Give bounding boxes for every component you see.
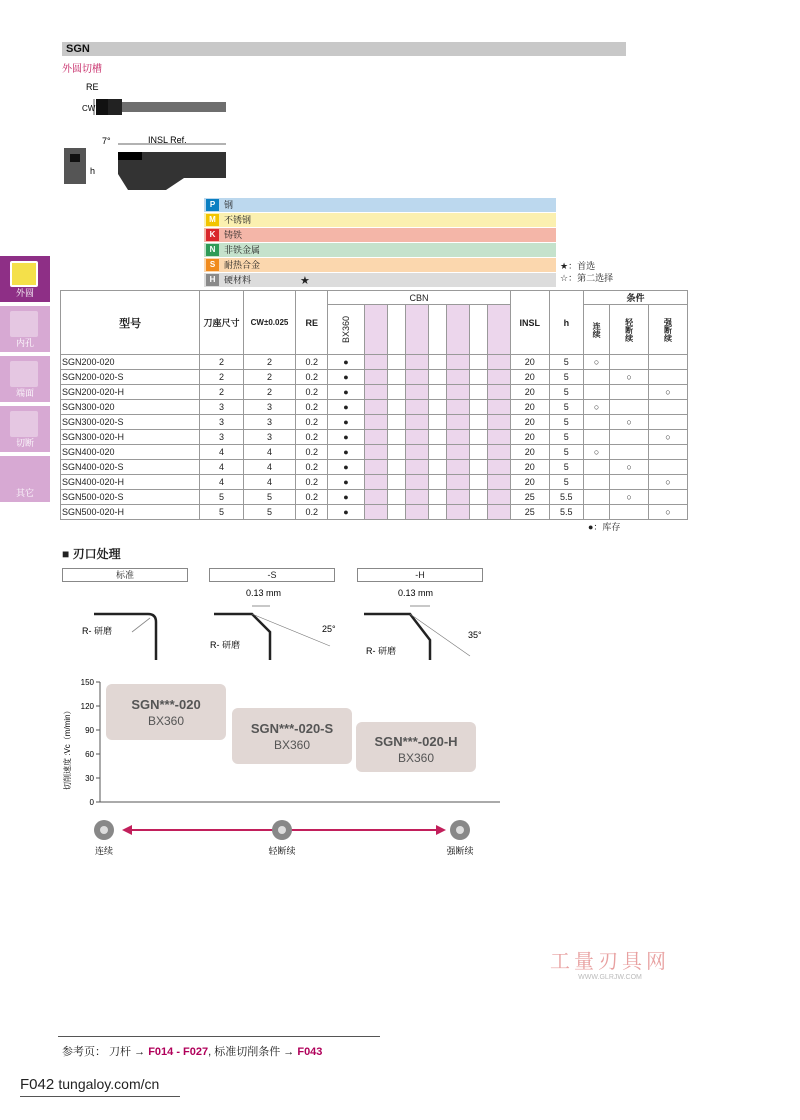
legend-row-p: P 钢 [204, 198, 556, 213]
side-tabs [0, 256, 50, 506]
cell-stock: ● [328, 385, 365, 400]
ref-link-conditions[interactable]: F043 [297, 1046, 323, 1058]
page-number: F042 tungaloy.com/cn [20, 1076, 160, 1093]
cell-insl: 20 [510, 385, 549, 400]
y-tick-label: 30 [85, 774, 94, 783]
star-mark: ★ [300, 275, 310, 287]
edge-box-s: -S [209, 568, 335, 582]
cell-cond [649, 415, 688, 430]
cell-re: 0.2 [296, 430, 328, 445]
edge-section-title: ■ 刃口处理 [62, 547, 121, 561]
dim-label-s: 0.13 mm [246, 588, 282, 598]
legend-row-s: S 耐热合金 [204, 258, 556, 273]
cell-cond: ○ [610, 460, 649, 475]
condition-label-0: 连续 [94, 846, 114, 856]
material-legend [204, 198, 556, 288]
watermark-text: 工量刃具网 [550, 951, 670, 973]
cell-insl: 25 [510, 505, 549, 520]
y-tick-label: 0 [89, 798, 94, 807]
chart-item-grade-1: BX360 [273, 738, 311, 752]
cell-cond [610, 505, 649, 520]
side-tab-external[interactable]: 外圆 [0, 256, 50, 302]
cell-stock: ● [328, 505, 365, 520]
condition-label-2: 强断续 [446, 846, 474, 856]
y-tick-label: 150 [80, 678, 94, 687]
cell-cw: 5 [243, 505, 296, 520]
cell-cond [610, 430, 649, 445]
cell-model: SGN300-020-H [61, 430, 200, 445]
col-cw: CW±0.025 [243, 291, 296, 355]
cell-cond [583, 460, 609, 475]
chart-item-name-1: SGN***-020-S [250, 721, 334, 736]
cell-model: SGN400-020-S [61, 460, 200, 475]
side-tab-internal[interactable]: 内孔 [0, 306, 50, 352]
cell-cond [610, 475, 649, 490]
chart-item-name-2: SGN***-020-H [374, 734, 458, 749]
cell-cw: 2 [243, 355, 296, 370]
angle-label-h: 35° [468, 630, 482, 640]
cell-h: 5 [549, 400, 583, 415]
cell-re: 0.2 [296, 415, 328, 430]
table-row [61, 370, 688, 385]
cell-model: SGN200-020-S [61, 370, 200, 385]
external-groove-icon [10, 261, 38, 287]
table-row [61, 430, 688, 445]
cell-cond: ○ [610, 490, 649, 505]
cell-seat: 3 [200, 430, 243, 445]
cell-model: SGN400-020 [61, 445, 200, 460]
cell-cond [610, 400, 649, 415]
cell-h: 5 [549, 415, 583, 430]
cell-seat: 5 [200, 505, 243, 520]
cell-h: 5.5 [549, 505, 583, 520]
table-row [61, 505, 688, 520]
cell-re: 0.2 [296, 505, 328, 520]
r-label-standard: R- 研磨 [82, 626, 112, 636]
re-label: RE [86, 82, 99, 92]
site-url: tungaloy.com/cn [58, 1076, 160, 1092]
cell-cond [649, 370, 688, 385]
col-c2: 轻断续 [610, 305, 649, 355]
cell-stock: ● [328, 430, 365, 445]
cell-cond: ○ [610, 370, 649, 385]
cell-stock: ● [328, 445, 365, 460]
side-tab-face[interactable]: 端面 [0, 356, 50, 402]
cell-seat: 4 [200, 475, 243, 490]
cutoff-icon [10, 411, 38, 437]
cell-cond [583, 490, 609, 505]
chart-item-grade-0: BX360 [147, 714, 185, 728]
cell-stock: ● [328, 475, 365, 490]
col-cbn: CBN [328, 291, 511, 305]
table-row [61, 355, 688, 370]
mark-first: ★：首选 [560, 261, 596, 271]
chart-ylabel: 切削速度 :Vc（m/min） [63, 706, 72, 790]
cell-insl: 20 [510, 430, 549, 445]
cell-cond [610, 385, 649, 400]
edge-treatment-drawings [60, 584, 500, 664]
cell-cw: 2 [243, 370, 296, 385]
cell-seat: 2 [200, 370, 243, 385]
cell-seat: 3 [200, 400, 243, 415]
chart-item-grade-2: BX360 [397, 751, 435, 765]
cell-insl: 20 [510, 445, 549, 460]
watermark [540, 945, 680, 981]
cell-cw: 4 [243, 445, 296, 460]
chart-box-standard [106, 684, 226, 740]
cell-model: SGN400-020-H [61, 475, 200, 490]
legend-row-m: M 不锈钢 [204, 213, 556, 228]
cell-re: 0.2 [296, 445, 328, 460]
cell-cw: 4 [243, 460, 296, 475]
ref-link-holders[interactable]: F014 - F027 [148, 1046, 209, 1058]
table-row [61, 460, 688, 475]
cell-cond: ○ [649, 385, 688, 400]
y-tick-label: 120 [80, 702, 94, 711]
cell-re: 0.2 [296, 400, 328, 415]
table-row [61, 415, 688, 430]
cell-cond [649, 460, 688, 475]
cell-seat: 5 [200, 490, 243, 505]
cell-cond [583, 505, 609, 520]
cell-cond [649, 490, 688, 505]
cell-insl: 20 [510, 370, 549, 385]
cell-model: SGN200-020 [61, 355, 200, 370]
cell-model: SGN300-020 [61, 400, 200, 415]
y-tick-label: 60 [85, 750, 94, 759]
cell-cond: ○ [649, 430, 688, 445]
watermark-url: WWW.GLRJW.COM [578, 974, 642, 981]
y-tick-label: 90 [85, 726, 94, 735]
cell-cw: 3 [243, 400, 296, 415]
edge-box-h: -H [357, 568, 483, 582]
internal-groove-icon [10, 311, 38, 337]
cell-model: SGN200-020-H [61, 385, 200, 400]
table-row [61, 475, 688, 490]
cell-stock: ● [328, 460, 365, 475]
cell-re: 0.2 [296, 355, 328, 370]
cell-insl: 20 [510, 400, 549, 415]
side-tab-other[interactable]: 其它 [0, 456, 50, 502]
col-model: 型号 [61, 291, 200, 355]
legend-row-h: H 硬材料 ★ [204, 273, 556, 288]
cell-insl: 20 [510, 460, 549, 475]
cell-stock: ● [328, 415, 365, 430]
mark-second: ☆：第二选择 [560, 273, 614, 283]
h-label: h [90, 166, 96, 176]
cell-h: 5 [549, 430, 583, 445]
col-c1: 连续 [583, 305, 609, 355]
cell-seat: 2 [200, 355, 243, 370]
cell-cond: ○ [649, 505, 688, 520]
cell-cw: 2 [243, 385, 296, 400]
cell-model: SGN300-020-S [61, 415, 200, 430]
cell-h: 5 [549, 370, 583, 385]
col-cond: 条件 [583, 291, 687, 305]
cell-cw: 3 [243, 415, 296, 430]
cell-cond [583, 430, 609, 445]
col-seat: 刀座尺寸 [200, 291, 243, 355]
cell-h: 5 [549, 355, 583, 370]
legend-row-k: K 铸铁 [204, 228, 556, 243]
cell-re: 0.2 [296, 370, 328, 385]
cell-h: 5.5 [549, 490, 583, 505]
cell-model: SGN500-020-H [61, 505, 200, 520]
table-footnote: ●：库存 [588, 522, 621, 532]
chart-item-name-0: SGN***-020 [131, 697, 201, 712]
page-title: SGN [66, 43, 90, 55]
cell-cond [583, 385, 609, 400]
chart-box-s [232, 708, 352, 764]
col-c3: 强断续 [649, 305, 688, 355]
cell-h: 5 [549, 460, 583, 475]
table-row [61, 385, 688, 400]
edge-box-standard: 标准 [62, 568, 188, 582]
cell-cond [610, 445, 649, 460]
cell-insl: 25 [510, 490, 549, 505]
cell-cond [649, 355, 688, 370]
angle-label-s: 25° [322, 624, 336, 634]
table-row [61, 490, 688, 505]
cell-cw: 5 [243, 490, 296, 505]
cell-re: 0.2 [296, 490, 328, 505]
legend-row-n: N 非铁金属 [204, 243, 556, 258]
cell-h: 5 [549, 385, 583, 400]
cell-seat: 3 [200, 415, 243, 430]
cell-h: 5 [549, 475, 583, 490]
page-subtitle: 外圆切槽 [62, 64, 102, 75]
cell-cond: ○ [583, 355, 609, 370]
cell-cw: 4 [243, 475, 296, 490]
r-label-h: R- 研磨 [366, 646, 396, 656]
angle-label: 7° [102, 136, 111, 146]
dim-label-h: 0.13 mm [398, 588, 434, 598]
side-tab-cutoff[interactable]: 切断 [0, 406, 50, 452]
cell-re: 0.2 [296, 460, 328, 475]
cell-cond: ○ [610, 415, 649, 430]
table-row [61, 400, 688, 415]
cw-label: CW [82, 104, 96, 113]
cell-insl: 20 [510, 415, 549, 430]
cell-cond [583, 415, 609, 430]
col-h: h [549, 291, 583, 355]
insl-label: INSL Ref. [148, 135, 187, 145]
cell-cond: ○ [583, 400, 609, 415]
cell-stock: ● [328, 490, 365, 505]
footer-divider [58, 1036, 380, 1037]
col-insl: INSL [510, 291, 549, 355]
cell-re: 0.2 [296, 475, 328, 490]
mark-legend [560, 260, 613, 284]
cell-model: SGN500-020-S [61, 490, 200, 505]
insert-top-view-drawing [80, 80, 240, 120]
cell-cond: ○ [583, 445, 609, 460]
section-title-bar [62, 42, 626, 56]
col-grade: BX360 [328, 305, 365, 355]
r-label-s: R- 研磨 [210, 640, 240, 650]
cell-seat: 4 [200, 445, 243, 460]
cutting-speed-chart [60, 672, 500, 862]
cell-cond [649, 400, 688, 415]
col-re: RE [296, 291, 328, 355]
cell-cw: 3 [243, 430, 296, 445]
cell-re: 0.2 [296, 385, 328, 400]
cell-h: 5 [549, 445, 583, 460]
cell-insl: 20 [510, 355, 549, 370]
table-row [61, 445, 688, 460]
face-groove-icon [10, 361, 38, 387]
cell-stock: ● [328, 355, 365, 370]
footer-reference: 参考页： 刀杆 → F014 - F027, 标准切削条件 → F043 [62, 1046, 323, 1058]
cell-cond [583, 475, 609, 490]
cell-cond: ○ [649, 475, 688, 490]
cell-stock: ● [328, 400, 365, 415]
spec-table [60, 290, 688, 520]
cell-seat: 2 [200, 385, 243, 400]
condition-label-1: 轻断续 [268, 846, 296, 856]
cell-stock: ● [328, 370, 365, 385]
cell-cond [583, 370, 609, 385]
cell-cond [610, 355, 649, 370]
cell-cond [649, 445, 688, 460]
cell-seat: 4 [200, 460, 243, 475]
page-divider [20, 1096, 180, 1097]
insert-side-view-drawing [56, 134, 236, 194]
cell-insl: 20 [510, 475, 549, 490]
